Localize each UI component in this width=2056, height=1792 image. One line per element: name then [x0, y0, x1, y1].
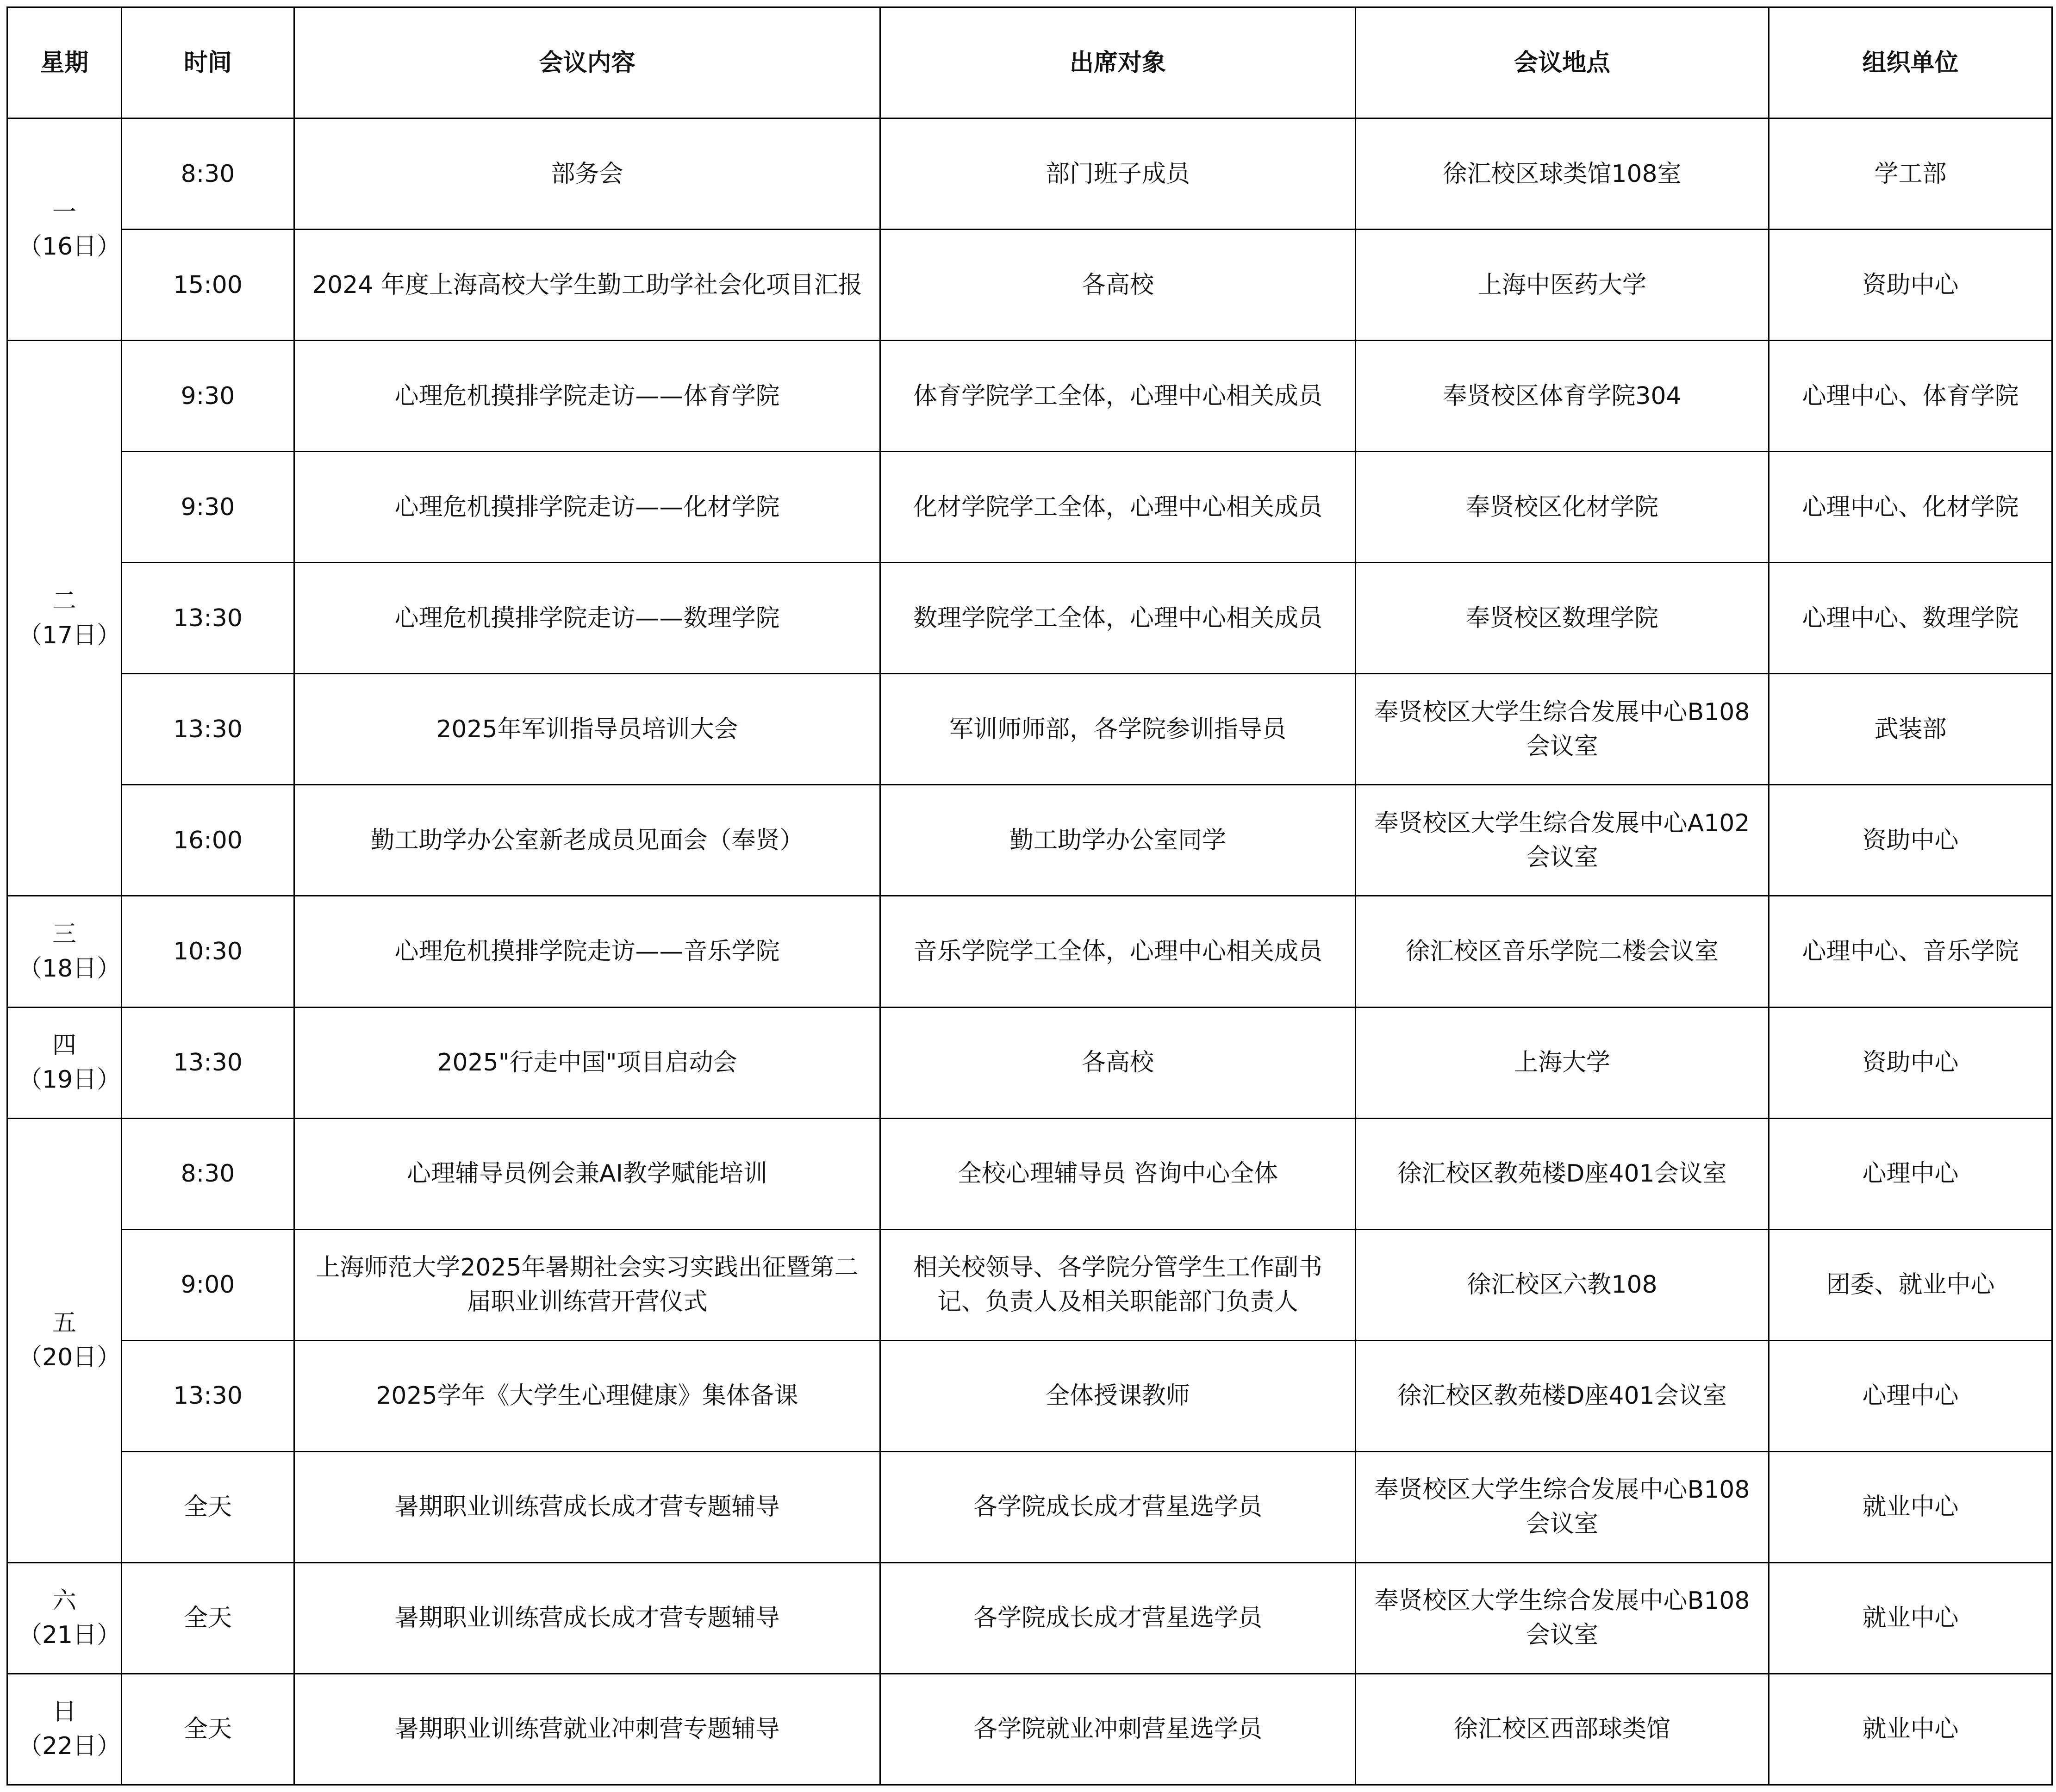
- content-cell: 暑期职业训练营成长成才营专题辅导: [294, 1451, 880, 1562]
- day-date: （22日）: [18, 1732, 121, 1761]
- day-date: （18日）: [18, 954, 121, 983]
- location-cell: 奉贤校区大学生综合发展中心A102会议室: [1356, 785, 1769, 896]
- organizer-cell: 武装部: [1769, 674, 2052, 785]
- time-cell: 全天: [122, 1451, 294, 1562]
- organizer-cell: 就业中心: [1769, 1451, 2052, 1562]
- content-cell: 心理危机摸排学院走访——化材学院: [294, 452, 880, 563]
- day-date: （16日）: [18, 232, 121, 261]
- header-organizer: 组织单位: [1769, 7, 2052, 118]
- header-row: [7, 7, 2052, 118]
- day-name: 五: [52, 1309, 76, 1338]
- day-date: （17日）: [18, 621, 121, 649]
- day-cell: [7, 118, 122, 341]
- attendees-cell: 音乐学院学工全体，心理中心相关成员: [880, 896, 1356, 1007]
- organizer-cell: 心理中心: [1769, 1118, 2052, 1229]
- attendees-cell: 部门班子成员: [880, 118, 1356, 230]
- time-cell: 10:30: [122, 896, 294, 1007]
- attendees-cell: 各学院成长成才营星选学员: [880, 1562, 1356, 1674]
- content-cell: 2025学年《大学生心理健康》集体备课: [294, 1340, 880, 1451]
- day-cell: [7, 1118, 122, 1562]
- location-cell: 奉贤校区化材学院: [1356, 452, 1769, 563]
- table-row: [7, 1007, 2052, 1118]
- content-cell: 上海师范大学2025年暑期社会实习实践出征暨第二届职业训练营开营仪式: [294, 1229, 880, 1340]
- attendees-cell: 化材学院学工全体，心理中心相关成员: [880, 452, 1356, 563]
- day-name: 六: [52, 1587, 76, 1615]
- location-cell: 徐汇校区音乐学院二楼会议室: [1356, 896, 1769, 1007]
- attendees-cell: 体育学院学工全体，心理中心相关成员: [880, 341, 1356, 452]
- location-cell: 徐汇校区六教108: [1356, 1229, 1769, 1340]
- organizer-cell: 心理中心、音乐学院: [1769, 896, 2052, 1007]
- header-location: 会议地点: [1356, 7, 1769, 118]
- location-cell: 奉贤校区大学生综合发展中心B108会议室: [1356, 674, 1769, 785]
- time-cell: 13:30: [122, 674, 294, 785]
- day-name: 三: [52, 920, 76, 948]
- day-cell: [7, 341, 122, 896]
- day-cell: [7, 1007, 122, 1118]
- time-cell: 9:30: [122, 452, 294, 563]
- table-row: [7, 341, 2052, 452]
- location-cell: 上海大学: [1356, 1007, 1769, 1118]
- day-date: （19日）: [18, 1066, 121, 1094]
- day-cell: [7, 896, 122, 1007]
- attendees-cell: 军训师师部，各学院参训指导员: [880, 674, 1356, 785]
- table-row: [7, 118, 2052, 230]
- table-row: [7, 1229, 2052, 1340]
- location-cell: 上海中医药大学: [1356, 230, 1769, 341]
- table-row: [7, 1562, 2052, 1674]
- organizer-cell: 心理中心、体育学院: [1769, 341, 2052, 452]
- day-name: 二: [52, 587, 76, 615]
- organizer-cell: 心理中心、数理学院: [1769, 563, 2052, 674]
- day-date: （20日）: [18, 1344, 121, 1372]
- time-cell: 全天: [122, 1562, 294, 1674]
- table-row: [7, 1674, 2052, 1785]
- content-cell: 2024 年度上海高校大学生勤工助学社会化项目汇报: [294, 230, 880, 341]
- location-cell: 徐汇校区教苑楼D座401会议室: [1356, 1118, 1769, 1229]
- location-cell: 奉贤校区大学生综合发展中心B108会议室: [1356, 1451, 1769, 1562]
- table-row: [7, 1451, 2052, 1562]
- content-cell: 心理辅导员例会兼AI教学赋能培训: [294, 1118, 880, 1229]
- day-cell: [7, 1562, 122, 1674]
- location-cell: 奉贤校区大学生综合发展中心B108会议室: [1356, 1562, 1769, 1674]
- location-cell: 奉贤校区数理学院: [1356, 563, 1769, 674]
- day-name: 四: [52, 1032, 76, 1060]
- attendees-cell: 各高校: [880, 230, 1356, 341]
- content-cell: 心理危机摸排学院走访——音乐学院: [294, 896, 880, 1007]
- organizer-cell: 就业中心: [1769, 1674, 2052, 1785]
- organizer-cell: 团委、就业中心: [1769, 1229, 2052, 1340]
- time-cell: 9:30: [122, 341, 294, 452]
- table-row: [7, 1118, 2052, 1229]
- organizer-cell: 资助中心: [1769, 1007, 2052, 1118]
- table-row: [7, 674, 2052, 785]
- time-cell: 8:30: [122, 1118, 294, 1229]
- location-cell: 奉贤校区体育学院304: [1356, 341, 1769, 452]
- time-cell: 全天: [122, 1674, 294, 1785]
- header-attendees: 出席对象: [880, 7, 1356, 118]
- content-cell: 2025"行走中国"项目启动会: [294, 1007, 880, 1118]
- day-cell: [7, 1674, 122, 1785]
- organizer-cell: 资助中心: [1769, 785, 2052, 896]
- organizer-cell: 就业中心: [1769, 1562, 2052, 1674]
- organizer-cell: 心理中心、化材学院: [1769, 452, 2052, 563]
- table-row: [7, 563, 2052, 674]
- content-cell: 勤工助学办公室新老成员见面会（奉贤）: [294, 785, 880, 896]
- time-cell: 16:00: [122, 785, 294, 896]
- organizer-cell: 资助中心: [1769, 230, 2052, 341]
- attendees-cell: 各高校: [880, 1007, 1356, 1118]
- table-row: [7, 785, 2052, 896]
- content-cell: 暑期职业训练营就业冲刺营专题辅导: [294, 1674, 880, 1785]
- table-row: [7, 230, 2052, 341]
- location-cell: 徐汇校区西部球类馆: [1356, 1674, 1769, 1785]
- header-time: 时间: [122, 7, 294, 118]
- time-cell: 8:30: [122, 118, 294, 230]
- attendees-cell: 相关校领导、各学院分管学生工作副书记、负责人及相关职能部门负责人: [880, 1229, 1356, 1340]
- day-name: 日: [52, 1698, 76, 1726]
- meeting-schedule-table: [6, 6, 2053, 1786]
- location-cell: 徐汇校区教苑楼D座401会议室: [1356, 1340, 1769, 1451]
- header-day: 星期: [7, 7, 122, 118]
- time-cell: 13:30: [122, 1007, 294, 1118]
- location-cell: 徐汇校区球类馆108室: [1356, 118, 1769, 230]
- organizer-cell: 心理中心: [1769, 1340, 2052, 1451]
- time-cell: 13:30: [122, 1340, 294, 1451]
- day-date: （21日）: [18, 1621, 121, 1649]
- attendees-cell: 全体授课教师: [880, 1340, 1356, 1451]
- content-cell: 心理危机摸排学院走访——体育学院: [294, 341, 880, 452]
- table-row: [7, 1340, 2052, 1451]
- time-cell: 9:00: [122, 1229, 294, 1340]
- header-content: 会议内容: [294, 7, 880, 118]
- content-cell: 部务会: [294, 118, 880, 230]
- content-cell: 暑期职业训练营成长成才营专题辅导: [294, 1562, 880, 1674]
- organizer-cell: 学工部: [1769, 118, 2052, 230]
- table-row: [7, 452, 2052, 563]
- attendees-cell: 各学院成长成才营星选学员: [880, 1451, 1356, 1562]
- content-cell: 2025年军训指导员培训大会: [294, 674, 880, 785]
- time-cell: 15:00: [122, 230, 294, 341]
- day-name: 一: [52, 198, 76, 226]
- content-cell: 心理危机摸排学院走访——数理学院: [294, 563, 880, 674]
- time-cell: 13:30: [122, 563, 294, 674]
- attendees-cell: 各学院就业冲刺营星选学员: [880, 1674, 1356, 1785]
- attendees-cell: 勤工助学办公室同学: [880, 785, 1356, 896]
- attendees-cell: 数理学院学工全体，心理中心相关成员: [880, 563, 1356, 674]
- attendees-cell: 全校心理辅导员 咨询中心全体: [880, 1118, 1356, 1229]
- table-row: [7, 896, 2052, 1007]
